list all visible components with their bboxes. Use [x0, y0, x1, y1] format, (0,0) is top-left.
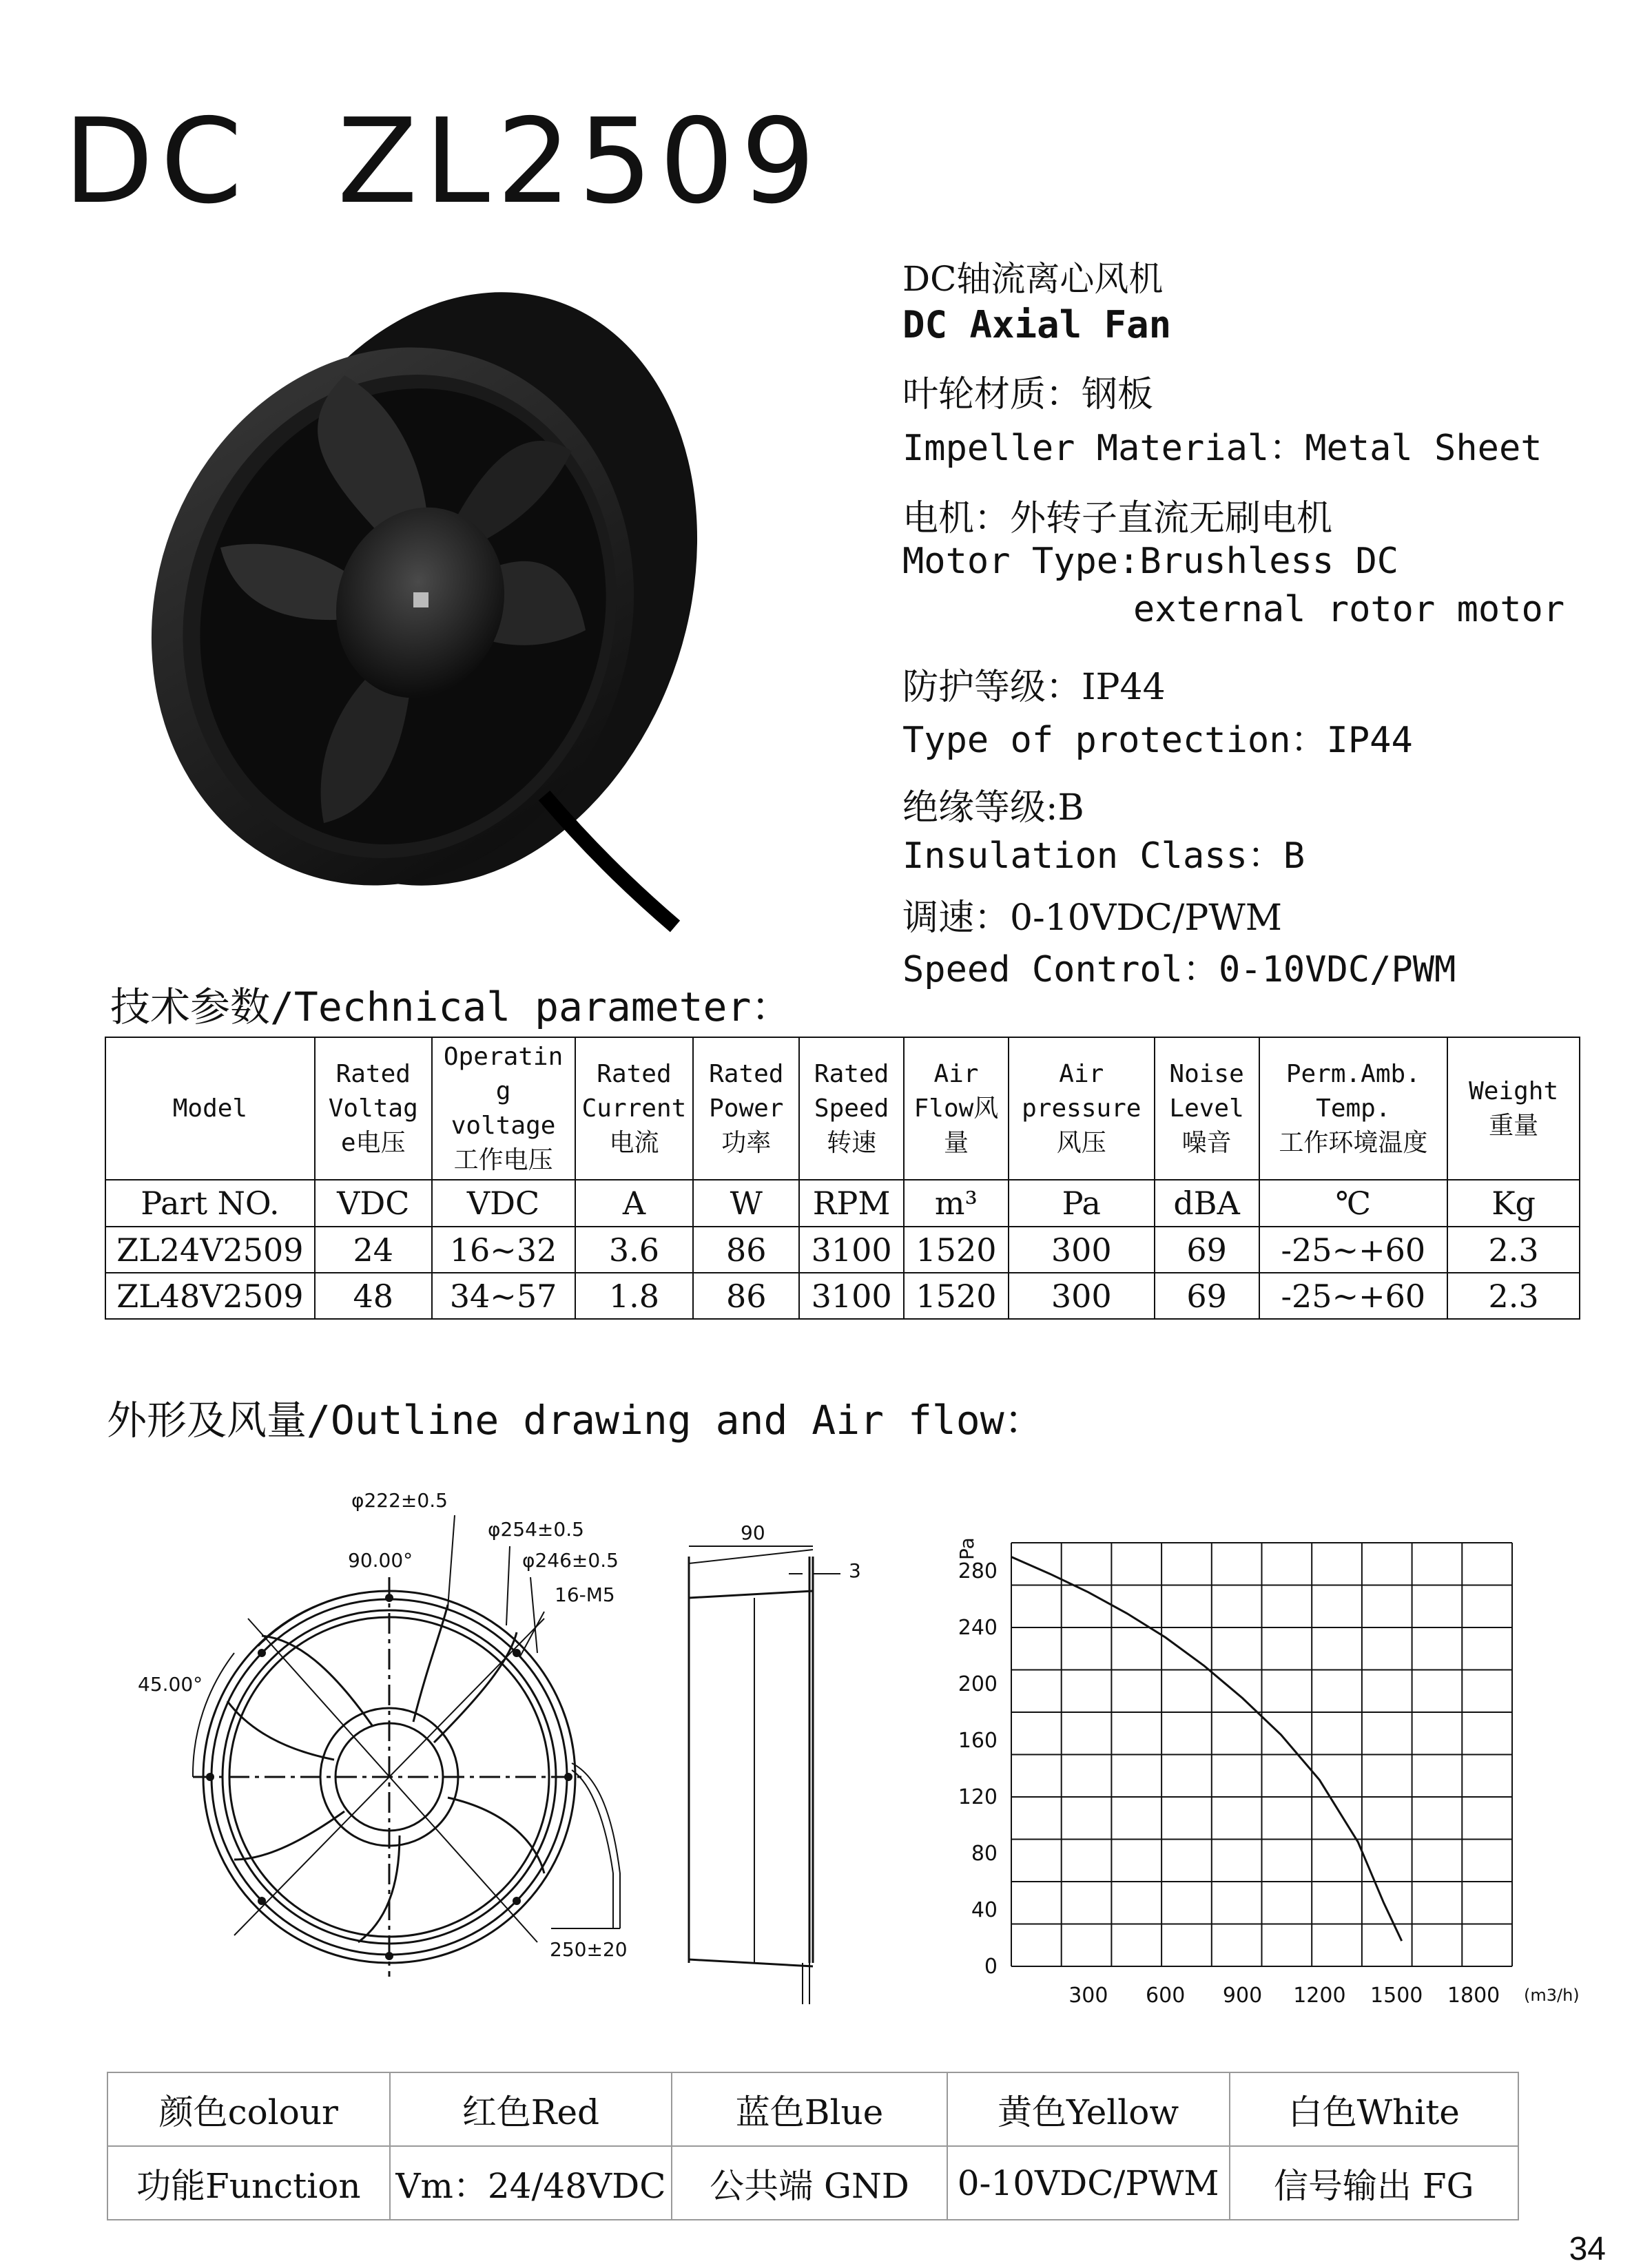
header-cell [432, 1037, 575, 1180]
table-cell: ZL24V2509 [105, 1227, 315, 1273]
colour-cell: 红色Red [390, 2072, 672, 2146]
tech-unit-row [105, 1180, 1580, 1227]
header-line: Weight [1448, 1074, 1579, 1109]
table-cell: 69 [1155, 1273, 1259, 1319]
header-cell [1155, 1037, 1259, 1180]
unit-cell: VDC [315, 1180, 432, 1227]
header-line: Power [694, 1092, 798, 1126]
x-tick-label: 1200 [1293, 1984, 1345, 2008]
table-cell: 69 [1155, 1227, 1259, 1273]
impeller-material-cn: 叶轮材质：钢板 [902, 365, 1153, 417]
product-name-cn: DC轴流离心风机 [902, 251, 1163, 301]
header-line: Rated [694, 1057, 798, 1092]
y-tick-label: 280 [958, 1559, 998, 1583]
protection-en: Type of protection：IP44 [902, 711, 1413, 762]
outline-heading: 外形及风量/Outline drawing and Air flow： [107, 1388, 1044, 1446]
table-cell: 48 [315, 1273, 432, 1319]
header-line: Air [905, 1057, 1008, 1092]
header-line: Air [1009, 1057, 1154, 1092]
impeller-material-en: Impeller Material：Metal Sheet [902, 419, 1542, 470]
table-cell: 2.3 [1447, 1227, 1580, 1273]
lead-length: 250±20 [550, 1938, 628, 1961]
table-cell: 300 [1009, 1227, 1155, 1273]
header-line: 电流 [576, 1126, 693, 1161]
table-cell: 86 [693, 1273, 799, 1319]
unit-cell: RPM [799, 1180, 904, 1227]
colour-row [107, 2072, 1518, 2146]
header-line: Speed [800, 1092, 903, 1126]
header-cell [1447, 1037, 1580, 1180]
colour-cell: 蓝色Blue [672, 2072, 947, 2146]
header-cell [904, 1037, 1009, 1180]
unit-cell: Kg [1447, 1180, 1580, 1227]
dim-246: φ246±0.5 [522, 1549, 619, 1572]
table-cell: 300 [1009, 1273, 1155, 1319]
colour-cell: 颜色colour [107, 2072, 390, 2146]
colour-cell: 黄色Yellow [947, 2072, 1230, 2146]
table-cell: 34~57 [432, 1273, 575, 1319]
header-line: Flow风 [905, 1092, 1008, 1126]
header-cell [693, 1037, 799, 1180]
y-axis-label: Pa [956, 1537, 978, 1560]
table-cell: 86 [693, 1227, 799, 1273]
dim-254: φ254±0.5 [488, 1518, 584, 1541]
tech-param-heading: 技术参数/Technical parameter： [110, 975, 791, 1032]
header-line: voltage [433, 1109, 575, 1143]
function-row [107, 2146, 1518, 2220]
product-name-en: DC Axial Fan [902, 303, 1171, 346]
x-tick-label: 600 [1146, 1984, 1185, 2008]
header-line: 工作环境温度 [1260, 1126, 1447, 1161]
header-cell [799, 1037, 904, 1180]
header-cell [105, 1037, 315, 1180]
fan-photo [117, 272, 716, 933]
header-line: 风压 [1009, 1126, 1154, 1161]
unit-cell: Pa [1009, 1180, 1155, 1227]
series-line [1011, 1557, 1402, 1942]
depth-dim: 90 [741, 1522, 765, 1544]
table-cell: 24 [315, 1227, 432, 1273]
header-line: Rated [576, 1057, 693, 1092]
y-tick-label: 160 [958, 1729, 998, 1753]
motor-type-en-line1: Motor Type:Brushless DC [902, 541, 1398, 582]
header-line: 功率 [694, 1126, 798, 1161]
model-title: DC ZL2509 [63, 103, 823, 220]
header-line: Model [106, 1092, 314, 1126]
wire-colour-table [107, 2072, 1519, 2220]
x-tick-label: 1500 [1370, 1984, 1423, 2008]
function-cell: 功能Function [107, 2146, 390, 2220]
table-cell: 3100 [799, 1273, 904, 1319]
unit-cell: ℃ [1259, 1180, 1448, 1227]
insulation-cn: 绝缘等级:B [902, 778, 1084, 830]
table-row [105, 1273, 1580, 1319]
y-tick-label: 0 [984, 1955, 998, 1979]
angle-90: 90.00° [348, 1549, 413, 1572]
header-line: Rated [316, 1057, 431, 1092]
function-cell: 公共端 GND [672, 2146, 947, 2220]
table-cell: 2.3 [1447, 1273, 1580, 1319]
tech-param-table [105, 1037, 1580, 1320]
flange-dim: 3 [849, 1559, 861, 1582]
unit-cell: A [575, 1180, 694, 1227]
header-line: Rated [800, 1057, 903, 1092]
header-line: 噪音 [1155, 1126, 1259, 1161]
table-cell: -25~+60 [1259, 1227, 1448, 1273]
header-cell [315, 1037, 432, 1180]
function-cell: 信号输出 FG [1230, 2146, 1518, 2220]
speed-control-en: Speed Control：0-10VDC/PWM [902, 940, 1456, 992]
tech-header-row [105, 1037, 1580, 1180]
holes-spec: 16-M5 [555, 1583, 615, 1606]
side-outline-drawing [668, 1522, 889, 2011]
header-line: 重量 [1448, 1109, 1579, 1143]
y-tick-label: 120 [958, 1785, 998, 1809]
header-line: g [433, 1074, 575, 1109]
header-line: Current [576, 1092, 693, 1126]
x-tick-label: 900 [1223, 1984, 1262, 2008]
header-line: pressure [1009, 1092, 1154, 1126]
function-cell: Vm：24/48VDC [390, 2146, 672, 2220]
table-cell: 1520 [904, 1227, 1009, 1273]
unit-cell: W [693, 1180, 799, 1227]
unit-cell: dBA [1155, 1180, 1259, 1227]
header-line: 转速 [800, 1126, 903, 1161]
header-cell [575, 1037, 694, 1180]
front-outline-drawing [124, 1488, 648, 1984]
table-cell: ZL48V2509 [105, 1273, 315, 1319]
page-number: 34 [1569, 2230, 1606, 2268]
x-tick-label: 1800 [1447, 1984, 1500, 2008]
unit-cell: VDC [432, 1180, 575, 1227]
table-cell: -25~+60 [1259, 1273, 1448, 1319]
y-tick-label: 200 [958, 1672, 998, 1696]
y-tick-label: 40 [971, 1898, 998, 1922]
y-axis-ticks [958, 1559, 998, 1979]
header-line: Perm.Amb. [1260, 1057, 1447, 1092]
insulation-en: Insulation Class：B [902, 826, 1305, 878]
table-cell: 3.6 [575, 1227, 694, 1273]
function-cell: 0-10VDC/PWM [947, 2146, 1230, 2220]
table-cell: 1.8 [575, 1273, 694, 1319]
table-row [105, 1227, 1580, 1273]
motor-type-en-line2: external rotor motor [1133, 589, 1564, 630]
angle-45: 45.00° [138, 1673, 203, 1696]
unit-cell: Part NO. [105, 1180, 315, 1227]
table-cell: 16~32 [432, 1227, 575, 1273]
header-line: 量 [905, 1126, 1008, 1161]
header-line: Voltag [316, 1092, 431, 1126]
unit-cell: m³ [904, 1180, 1009, 1227]
protection-cn: 防护等级：IP44 [902, 658, 1166, 709]
y-tick-label: 80 [971, 1842, 998, 1866]
speed-control-cn: 调速：0-10VDC/PWM [902, 888, 1282, 940]
table-cell: 1520 [904, 1273, 1009, 1319]
header-line: Noise [1155, 1057, 1259, 1092]
table-cell: 3100 [799, 1227, 904, 1273]
airflow-chart [951, 1529, 1598, 2025]
motor-type-cn: 电机：外转子直流无刷电机 [902, 489, 1332, 541]
header-line: Operatin [433, 1040, 575, 1074]
dim-222: φ222±0.5 [351, 1489, 448, 1512]
header-cell [1259, 1037, 1448, 1180]
header-cell [1009, 1037, 1155, 1180]
x-axis-label: (m3/h) [1524, 1986, 1580, 2005]
y-tick-label: 240 [958, 1616, 998, 1640]
header-line: e电压 [316, 1126, 431, 1161]
colour-cell: 白色White [1230, 2072, 1518, 2146]
header-line: Level [1155, 1092, 1259, 1126]
header-line: Temp. [1260, 1092, 1447, 1126]
x-axis-ticks [1068, 1984, 1500, 2008]
header-line: 工作电压 [433, 1143, 575, 1178]
chart-grid [1011, 1543, 1512, 1966]
x-tick-label: 300 [1068, 1984, 1108, 2008]
